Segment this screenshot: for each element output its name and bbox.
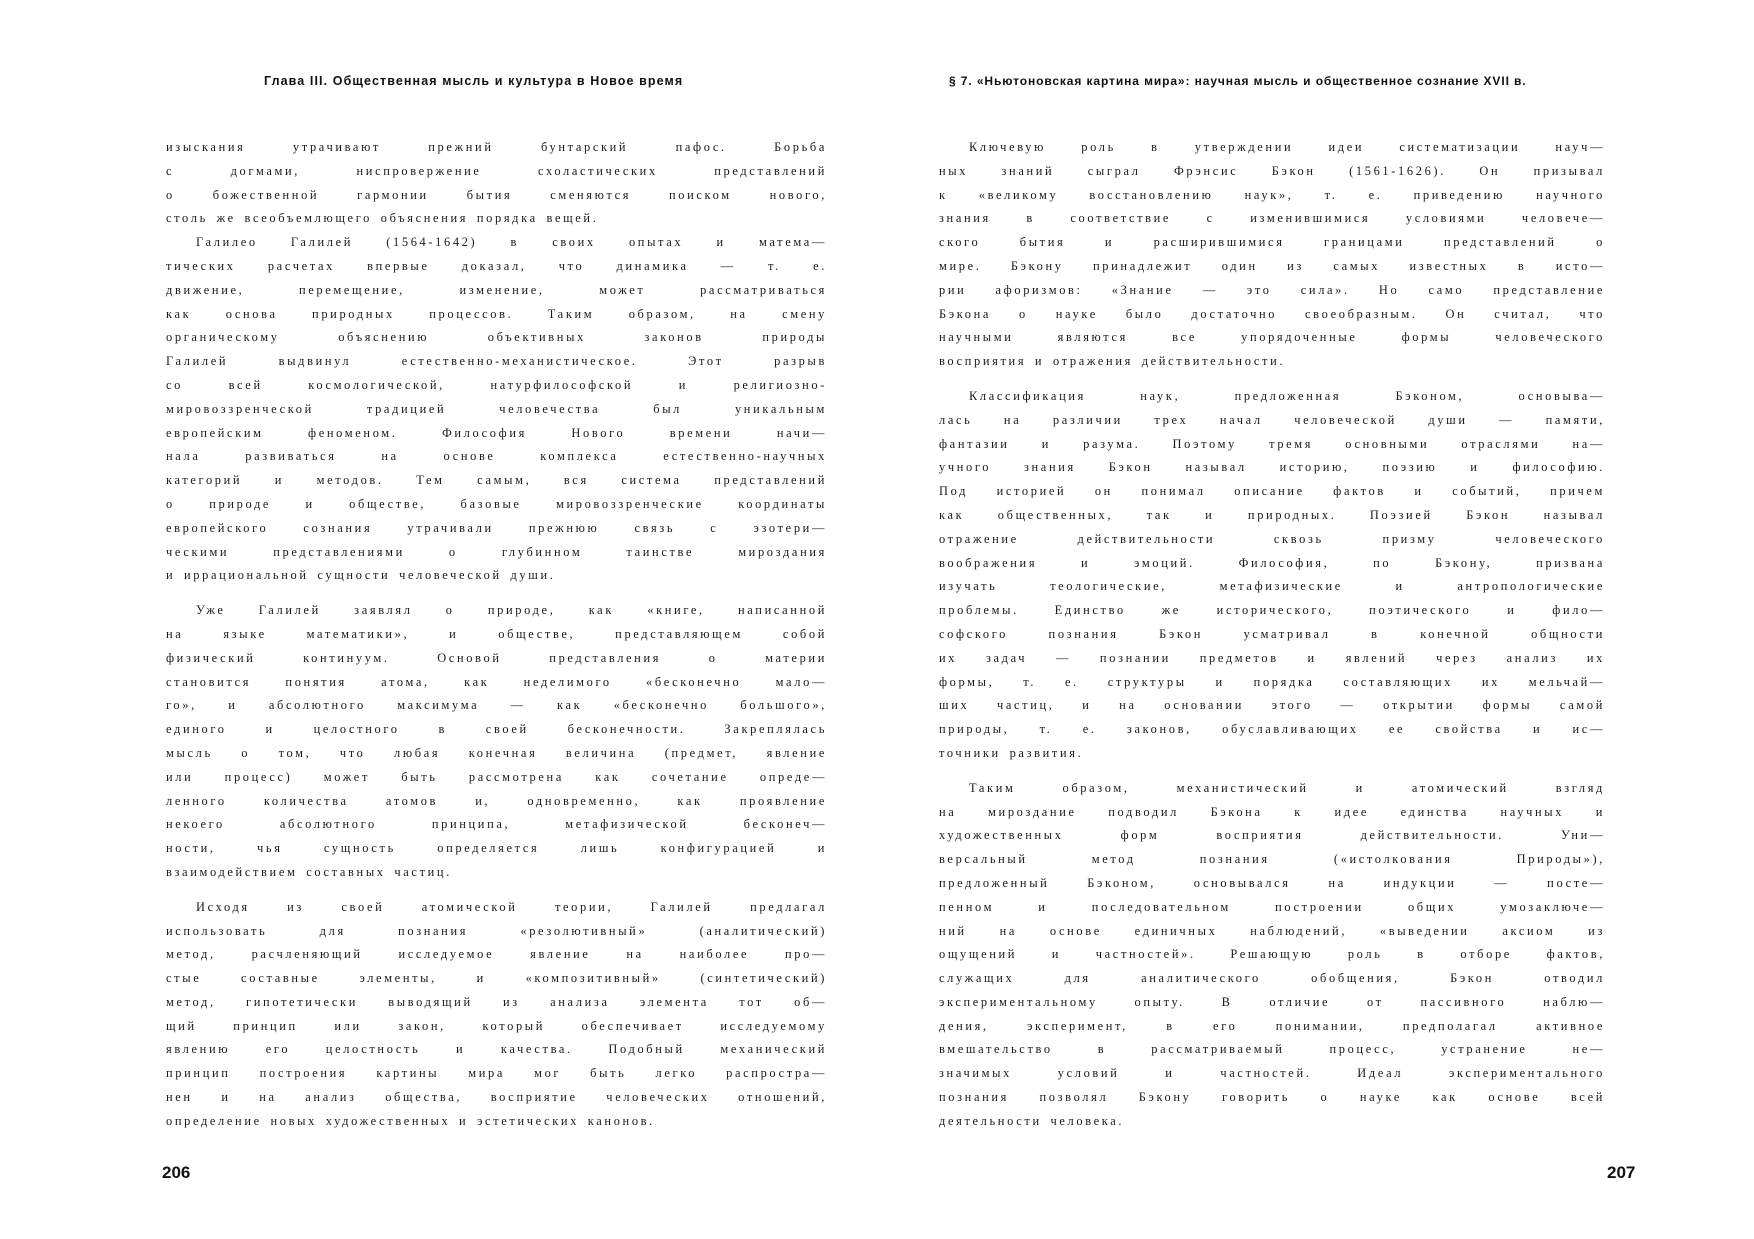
- text-line: ших частиц, и на основании этого — открытии формы самой: [939, 698, 1605, 713]
- text-line: к «великому восстановлению наук», т. е. приведению научного: [939, 187, 1605, 202]
- right-page: [877, 0, 1754, 1239]
- text-line: ощущений и частностей». Решающую роль в отборе фактов,: [939, 947, 1605, 962]
- text-line: софского познания Бэкон усматривал в конечной общности: [939, 626, 1605, 641]
- text-line: стые составные элементы, и «композитивный» (синтетический): [166, 971, 827, 986]
- text-line: формы, т. е. структуры и порядка составляющих их мельчай—: [939, 674, 1605, 689]
- text-line: рии афоризмов: «Знание — это сила». Но само представление: [939, 282, 1605, 297]
- text-line: отражение действительности сквозь призму человеческого: [939, 531, 1605, 546]
- paragraph: [939, 136, 1605, 374]
- text-line: проблемы. Единство же исторического, поэтического и фило—: [939, 603, 1605, 618]
- text-line: Исходя из своей атомической теории, Галилей предлагал: [196, 899, 827, 914]
- text-line: использовать для познания «резолютивный» (аналитический): [166, 923, 827, 938]
- text-line: на языке математики», и обществе, представляющем собой: [166, 626, 827, 641]
- text-line: Галилей выдвинул естественно-механистическое. Этот разрыв: [166, 354, 827, 369]
- text-line: органическому объяснению объективных законов природы: [166, 330, 827, 345]
- text-line: познания позволял Бэкону говорить о науке как основе всей: [939, 1090, 1605, 1105]
- paragraph: [166, 136, 827, 231]
- text-line: знания в соответствие с изменившимися условиями человече—: [939, 211, 1605, 226]
- text-line: движение, перемещение, изменение, может рассматриваться: [166, 282, 827, 297]
- text-line: нен и на анализ общества, восприятие человеческих отношений,: [166, 1090, 827, 1105]
- text-line: природы, т. е. законов, обуславливающих ее свойства и ис—: [939, 722, 1605, 737]
- text-line: становится понятия атома, как неделимого «бесконечно мало—: [166, 674, 827, 689]
- text-line: деятельности человека.: [939, 1113, 1125, 1128]
- text-line: с догмами, ниспровержение схоластических представлений: [166, 163, 827, 178]
- paragraph: [166, 599, 827, 885]
- text-line: Таким образом, механистический и атомический взгляд: [969, 780, 1605, 795]
- text-line: мировоззренческой традицией человечества был уникальным: [166, 401, 827, 416]
- text-line: явлению его целостность и качества. Подобный механический: [166, 1042, 827, 1057]
- text-line: Галилео Галилей (1564-1642) в своих опытах и матема—: [196, 235, 827, 250]
- text-line: пенном и последовательном построении общих умозаключе—: [939, 899, 1605, 914]
- text-line: тических расчетах впервые доказал, что динамика — т. е.: [166, 258, 827, 273]
- text-line: нала развиваться на основе комплекса естественно-научных: [166, 449, 827, 464]
- text-line: ленного количества атомов и, одновременно, как проявление: [166, 793, 827, 808]
- text-line: фантазии и разума. Поэтому тремя основными отраслями на—: [939, 436, 1605, 451]
- text-line: дения, эксперимент, в его понимании, предполагал активное: [939, 1018, 1605, 1033]
- text-line: учного знания Бэкон называл историю, поэзию и философию.: [939, 460, 1605, 475]
- text-line: изыскания утрачивают прежний бунтарский пафос. Борьба: [166, 140, 827, 154]
- text-line: служащих для аналитического обобщения, Бэкон отводил: [939, 971, 1605, 986]
- paragraph: [939, 777, 1605, 1134]
- text-line: художественных форм восприятия действительности. Уни—: [939, 828, 1605, 843]
- text-line: восприятия и отражения действительности.: [939, 354, 1286, 369]
- text-line: на мироздание подводил Бэкона к идее единства научных и: [939, 804, 1605, 819]
- text-line: мысль о том, что любая конечная величина (предмет, явление: [166, 745, 827, 760]
- text-line: ных знаний сыграл Фрэнсис Бэкон (1561-1626). Он призывал: [939, 163, 1605, 178]
- text-line: о природе и обществе, базовые мировоззренческие координаты: [166, 496, 827, 511]
- text-line: физический континуум. Основой представления о материи: [166, 650, 827, 665]
- text-line: метод, гипотетически выводящий из анализа элемента тот об—: [166, 994, 827, 1009]
- paragraph: [166, 231, 827, 588]
- page-number: 206: [162, 1163, 191, 1182]
- page-number: 207: [1607, 1163, 1636, 1182]
- paragraph: [939, 385, 1605, 766]
- running-head: Глава III. Общественная мысль и культура в Новое время: [264, 74, 684, 88]
- text-line: точники развития.: [939, 745, 1084, 760]
- text-line: го», и абсолютного максимума — как «бесконечно большого»,: [166, 698, 827, 713]
- text-line: изучать теологические, метафизические и антропологические: [939, 579, 1605, 594]
- text-line: лась на различии трех начал человеческой души — памяти,: [939, 412, 1605, 427]
- body-text: [166, 136, 827, 1134]
- text-line: ности, чья сущность определяется лишь конфигурацией и: [166, 841, 827, 856]
- text-line: как основа природных процессов. Таким образом, на смену: [166, 306, 827, 321]
- text-line: ческими представлениями о глубинном таинстве мироздания: [166, 544, 827, 559]
- text-line: Уже Галилей заявлял о природе, как «книге, написанной: [196, 603, 827, 618]
- text-line: воображения и эмоций. Философия, по Бэкону, призвана: [939, 555, 1605, 570]
- text-line: Ключевую роль в утверждении идеи систематизации науч—: [969, 140, 1605, 154]
- text-line: ского бытия и расширившимися границами представлений о: [939, 235, 1605, 250]
- text-line: метод, расчленяющий исследуемое явление на наиболее про—: [166, 947, 827, 962]
- paragraph: [166, 896, 827, 1134]
- body-text: [939, 136, 1605, 1134]
- text-line: некоего абсолютного принципа, метафизической бесконеч—: [166, 817, 827, 832]
- text-line: Под историей он понимал описание фактов и событий, причем: [939, 484, 1605, 499]
- text-line: как общественных, так и природных. Поэзией Бэкон называл: [939, 507, 1605, 522]
- text-line: европейским феноменом. Философия Нового времени начи—: [166, 425, 827, 440]
- text-line: со всей космологической, натурфилософской и религиозно-: [166, 377, 827, 392]
- running-head: § 7. «Ньютоновская картина мира»: научная мысль и общественное сознание XVII в.: [949, 74, 1527, 88]
- text-line: предложенный Бэконом, основывался на индукции — посте—: [939, 875, 1605, 890]
- text-line: европейского сознания утрачивали прежнюю связь с эзотери—: [166, 520, 827, 535]
- text-line: принцип построения картины мира мог быть легко распростра—: [166, 1066, 827, 1081]
- text-line: Бэкона о науке было достаточно своеобразным. Он считал, что: [939, 306, 1605, 321]
- text-line: мире. Бэкону принадлежит один из самых известных в исто—: [939, 258, 1605, 273]
- text-line: и иррациональной сущности человеческой души.: [166, 568, 556, 583]
- text-line: научными являются все упорядоченные формы человеческого: [939, 330, 1605, 345]
- text-line: столь же всеобъемлющего объяснения порядка вещей.: [166, 211, 599, 226]
- text-line: единого и целостного в своей бесконечности. Закреплялась: [166, 722, 827, 737]
- text-line: о божественной гармонии бытия сменяются поиском нового,: [166, 187, 827, 202]
- text-line: их задач — познании предметов и явлений через анализ их: [939, 650, 1605, 665]
- text-line: или процесс) может быть рассмотрена как сочетание опреде—: [166, 769, 827, 784]
- text-line: определение новых художественных и эстетических канонов.: [166, 1113, 655, 1128]
- text-line: вмешательство в рассматриваемый процесс, устранение не—: [939, 1042, 1605, 1057]
- text-line: Классификация наук, предложенная Бэконом, основыва—: [969, 388, 1605, 403]
- text-line: ний на основе единичных наблюдений, «выведении аксиом из: [939, 923, 1605, 938]
- text-line: экспериментальному опыту. В отличие от пассивного наблю—: [939, 994, 1605, 1009]
- text-line: категорий и методов. Тем самым, вся система представлений: [166, 473, 827, 488]
- text-line: взаимодействием составных частиц.: [166, 864, 452, 879]
- text-line: значимых условий и частностей. Идеал экспериментального: [939, 1066, 1605, 1081]
- text-line: щий принцип или закон, который обеспечивает исследуемому: [166, 1018, 827, 1033]
- text-line: версальный метод познания («истолкования Природы»),: [939, 852, 1605, 867]
